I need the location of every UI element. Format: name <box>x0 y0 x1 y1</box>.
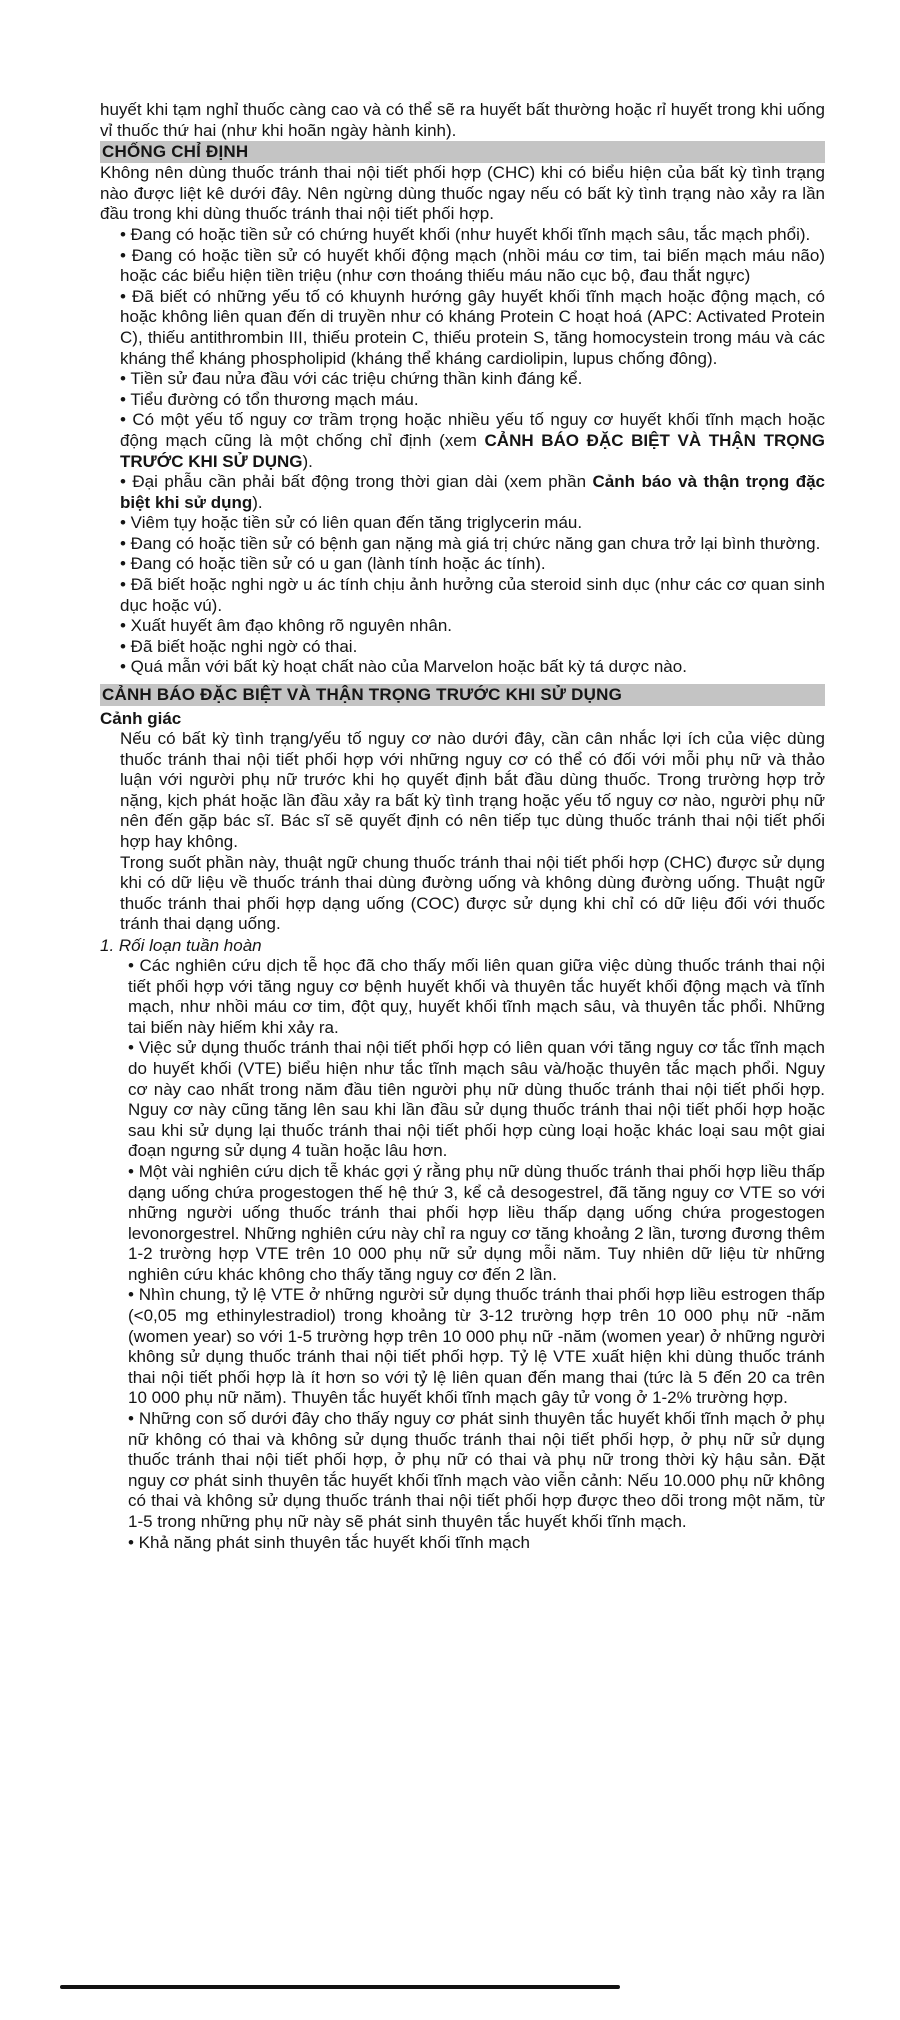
cross-reference: CẢNH BÁO ĐẶC BIỆT VÀ THẬN TRỌNG TRƯỚC KHI SỬ DỤNG <box>120 430 825 471</box>
bottom-rule <box>60 1985 620 1989</box>
circulation-list <box>100 956 825 1553</box>
list-item: • Đang có hoặc tiền sử có bệnh gan nặng mà giá trị chức năng gan chưa trở lại bình thường. <box>120 533 821 553</box>
caution-section <box>100 729 825 935</box>
list-item: • Viêm tụy hoặc tiền sử có liên quan đến tăng triglycerin máu. <box>120 513 583 533</box>
caution-subheading: Cảnh giác <box>100 709 182 729</box>
list-item: • Việc sử dụng thuốc tránh thai nội tiết phối hợp có liên quan với tăng nguy cơ tắc tĩnh mạch do huyết khối (VTE) biểu hiện như tắc tĩnh mạch sâu và/hoặc thuyên tắc mạch phổi. Nguy cơ này cao nhất trong năm đầu tiên người phụ nữ dùng thuốc tránh thai nội tiết phối hợp. Nguy cơ này cũng tăng lên sau khi lần đầu sử dụng thuốc tránh thai nội tiết phối hợp hoặc sau khi sử dụng lại thuốc tránh thai nội tiết phối hợp cùng loại hoặc khác loại sau một giai đoạn ngưng sử dụng 4 tuần hoặc lâu hơn. <box>128 1038 825 1161</box>
list-item: • Đang có hoặc tiền sử có chứng huyết khối (như huyết khối tĩnh mạch sâu, tắc mạch phổi). <box>120 224 811 244</box>
cross-reference: Cảnh báo và thận trọng đặc biệt khi sử dụng <box>120 472 826 512</box>
list-item: • Những con số dưới đây cho thấy nguy cơ phát sinh thuyên tắc huyết khối tĩnh mạch ở phụ nữ không có thai và không sử dụng thuốc tránh thai nội tiết phối hợp, ở phụ nữ sử dụng thuốc tránh thai nội tiết phối hợp, ở phụ nữ có thai và phụ nữ trong thời kỳ hậu sản. Đặt nguy cơ phát sinh thuyên tắc huyết khối tĩnh mạch vào viễn cảnh: Nếu 10.000 phụ nữ không có thai và không sử dụng thuốc tránh thai nội tiết phối hợp được theo dõi trong một năm, từ 1-5 trong những phụ nữ này sẽ phát sinh thuyên tắc huyết khối tĩnh mạch. <box>128 1409 825 1531</box>
section-title-circulation: 1. Rối loạn tuần hoàn <box>100 935 262 955</box>
list-item: • Đã biết có những yếu tố có khuynh hướng gây huyết khối tĩnh mạch hoặc động mạch, có hoặc không liên quan đến di truyền như có kháng Protein C hoạt hoá (APC: Activated Protein C), thiếu antithrombin III, thiếu protein C, thiếu protein S, tăng homocystein trong máu và các kháng thể kháng phospholipid (kháng thể kháng cardiolipin, lupus chống đông). <box>120 286 825 368</box>
contraindications-lead: Không nên dùng thuốc tránh thai nội tiết phối hợp (CHC) khi có biểu hiện của bất kỳ tình trạng nào được liệt kê dưới đây. Nên ngừng dùng thuốc ngay nếu có bất kỳ tình trạng nào xảy ra lần đầu trong khi dùng thuốc tránh thai nội tiết phối hợp. <box>100 163 825 224</box>
warnings-heading: CẢNH BÁO ĐẶC BIỆT VÀ THẬN TRỌNG TRƯỚC KHI SỬ DỤNG <box>100 684 825 706</box>
list-item: • Đang có hoặc tiền sử có u gan (lành tính hoặc ác tính). <box>120 554 546 574</box>
list-item: • Các nghiên cứu dịch tễ học đã cho thấy mối liên quan giữa việc dùng thuốc tránh thai nội tiết phối hợp với tăng nguy cơ bệnh huyết khối và thuyên tắc huyết khối động mạch và tĩnh mạch, như nhồi máu cơ tim, đột quỵ, huyết khối tĩnh mạch sâu, và thuyên tắc phổi. Những tai biến này hiếm khi xảy ra. <box>128 955 825 1037</box>
list-item: • Xuất huyết âm đạo không rõ nguyên nhân. <box>120 616 453 636</box>
caution-paragraph: Trong suốt phần này, thuật ngữ chung thuốc tránh thai nội tiết phối hợp (CHC) được sử dụng khi có dữ liệu về thuốc tránh thai dùng đường uống và không dùng đường uống. Thuật ngữ thuốc tránh thai phối hợp dạng uống (COC) được sử dụng khi chỉ có dữ liệu đối với thuốc tránh thai dạng uống. <box>120 852 825 934</box>
list-item: • Tiền sử đau nửa đầu với các triệu chứng thần kinh đáng kể. <box>120 369 583 389</box>
list-item: • Đã biết hoặc nghi ngờ u ác tính chịu ảnh hưởng của steroid sinh dục (như các cơ quan sinh dục hoặc vú). <box>120 575 825 615</box>
list-item: • Khả năng phát sinh thuyên tắc huyết khối tĩnh mạch <box>128 1532 530 1552</box>
list-item: • Một vài nghiên cứu dịch tễ khác gợi ý rằng phụ nữ dùng thuốc tránh thai phối hợp liều thấp dạng uống chứa progestogen thế hệ thứ 3, kể cả desogestrel, đã tăng nguy cơ VTE so với những người uống thuốc tránh thai phối hợp liều thấp dạng uống chứa progestogen levonorgestrel. Những nghiên cứu này chỉ ra nguy cơ tăng khoảng 2 lần, tương đương thêm 1-2 trường hợp VTE trên 10 000 phụ nữ sử dụng mỗi năm. Tuy nhiên dữ liệu từ những nghiên cứu khác không cho thấy tăng nguy cơ đến 2 lần. <box>128 1161 825 1284</box>
list-item: • Quá mẫn với bất kỳ hoạt chất nào của Marvelon hoặc bất kỳ tá dược nào. <box>120 657 687 677</box>
list-item-text: • Đại phẫu cần phải bất động trong thời gian dài (xem phần <box>120 472 593 492</box>
caution-paragraph: Nếu có bất kỳ tình trạng/yếu tố nguy cơ nào dưới đây, cần cân nhắc lợi ích của việc dùng thuốc tránh thai nội tiết phối hợp với những nguy cơ có thể có đối với mỗi phụ nữ và thảo luận với người phụ nữ trước khi họ quyết định bắt đầu dùng thuốc. Trong trường hợp trở nặng, kịch phát hoặc lần đầu xảy ra bất kỳ tình trạng hoặc yếu tố nguy cơ nào, người phụ nữ nên đến gặp bác sĩ. Bác sĩ sẽ quyết định có nên tiếp tục dùng thuốc tránh thai nội tiết phối hợp hay không. <box>120 729 825 851</box>
list-item-text: ). <box>252 492 263 512</box>
document-page <box>100 100 825 1553</box>
list-item-text: • Có một yếu tố nguy cơ trầm trọng hoặc nhiều yếu tố nguy cơ huyết khối tĩnh mạch hoặc động mạch cũng là một chống chỉ định (xem <box>120 410 825 450</box>
list-item: • Nhìn chung, tỷ lệ VTE ở những người sử dụng thuốc tránh thai phối hợp liều estrogen thấp (<0,05 mg ethinylestradiol) trong khoảng từ 3-12 trường hợp trên 10 000 phụ nữ -năm (women year) so với 1-5 trường hợp trên 10 000 phụ nữ -năm (women year) ở những người không sử dụng thuốc tránh thai nội tiết phối hợp. Tỷ lệ VTE xuất hiện khi dùng thuốc tránh thai nội tiết phối hợp là ít hơn so với tỷ lệ liên quan đến mang thai (tức là 5 đến 20 ca trên 10 000 phụ nữ năm). Thuyên tắc huyết khối tĩnh mạch gây tử vong ở 1-2% trường hợp. <box>128 1285 825 1408</box>
list-item-text: ). <box>302 451 313 471</box>
list-item: • Tiểu đường có tổn thương mạch máu. <box>120 389 419 409</box>
contraindications-heading: CHỐNG CHỈ ĐỊNH <box>100 141 825 163</box>
list-item <box>120 472 825 513</box>
intro-paragraph: huyết khi tạm nghỉ thuốc càng cao và có thể sẽ ra huyết bất thường hoặc rỉ huyết trong khi uống vỉ thuốc thứ hai (như khi hoãn ngày hành kinh). <box>100 100 825 140</box>
list-item: • Đã biết hoặc nghi ngờ có thai. <box>120 636 358 656</box>
contraindications-list <box>100 225 825 678</box>
list-item: • Đang có hoặc tiền sử có huyết khối động mạch (nhồi máu cơ tim, tai biến mạch máu não) hoặc các biểu hiện tiền triệu (như cơn thoáng thiếu máu não cục bộ, đau thắt ngực) <box>120 245 825 286</box>
list-item <box>120 410 825 472</box>
